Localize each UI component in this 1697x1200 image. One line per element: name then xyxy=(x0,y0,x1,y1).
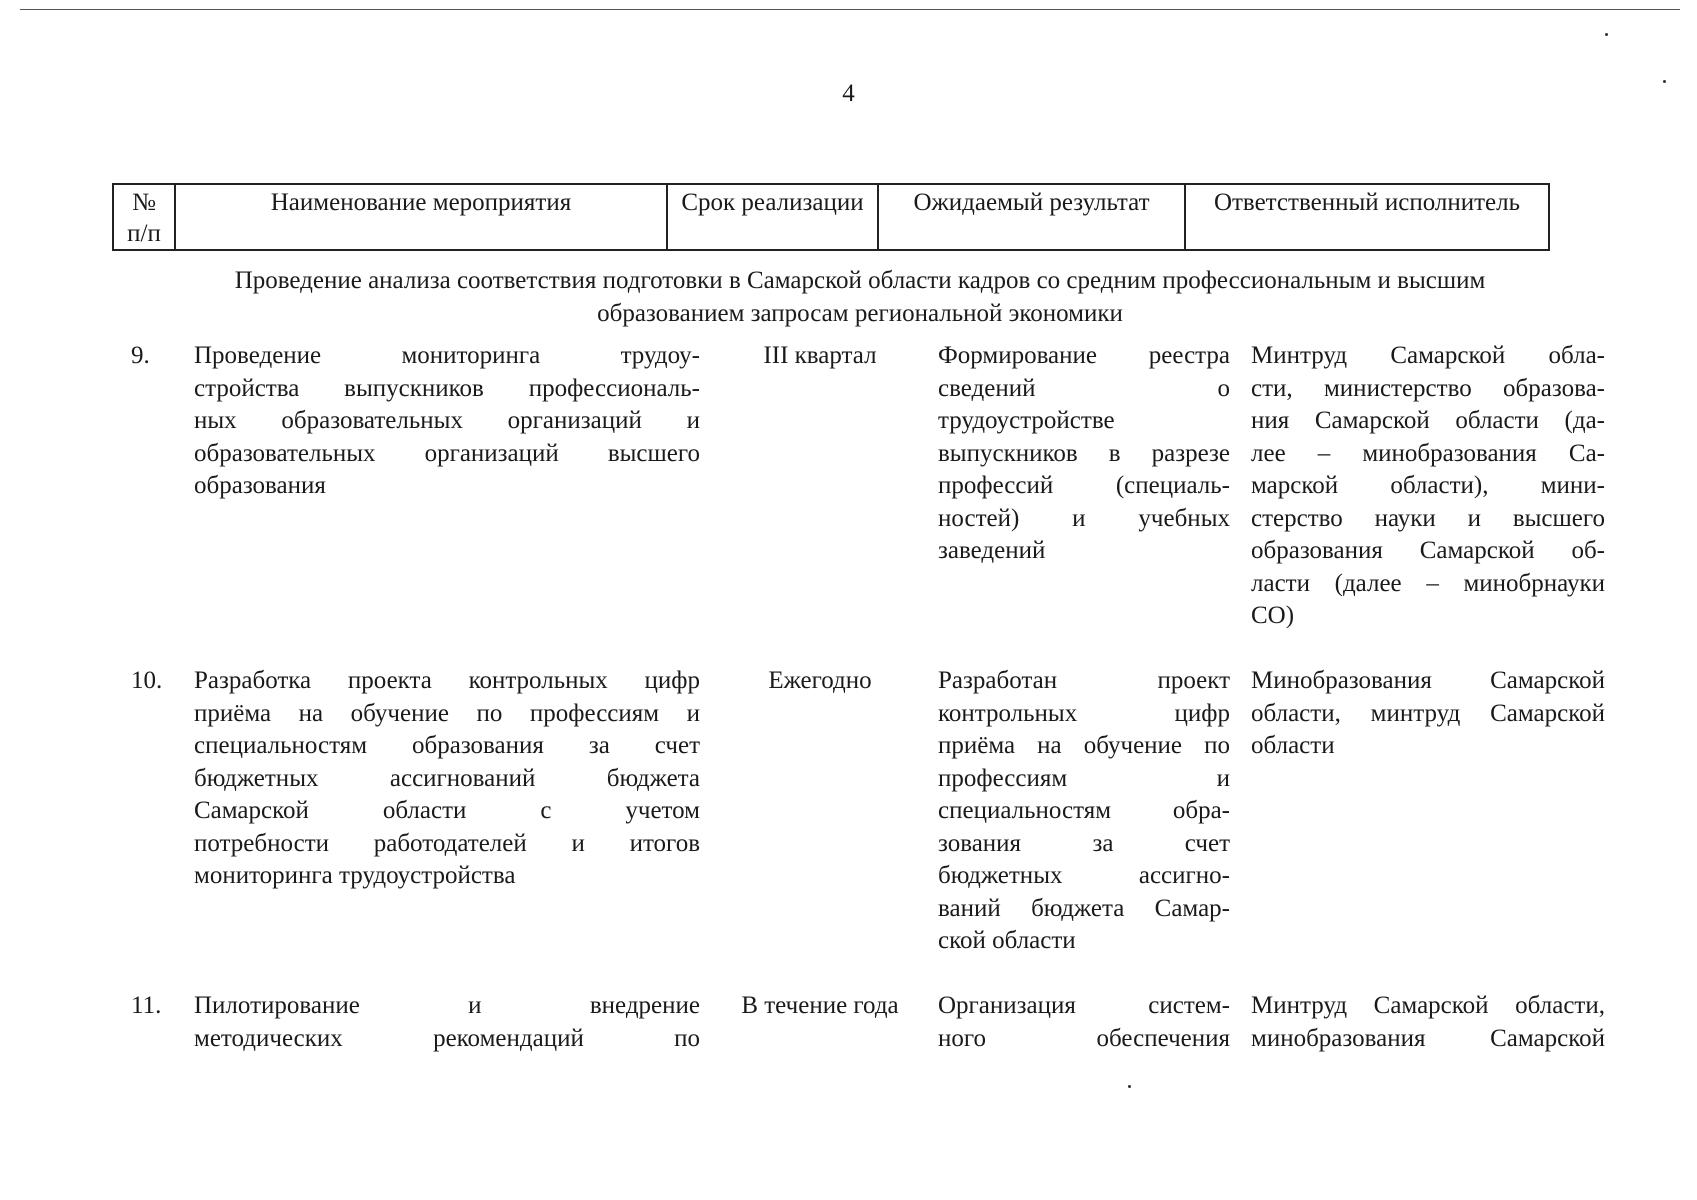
row-result xyxy=(938,990,1230,1055)
text-line: Самарской области с учетом xyxy=(194,797,700,824)
text-line: Разработка проекта контрольных цифр xyxy=(194,667,700,694)
text-line: СО) xyxy=(1251,602,1295,629)
text-line: приёма на обучение по xyxy=(938,732,1230,759)
text-line: мониторинга трудоустройства xyxy=(194,862,516,889)
text-line: Проведение мониторинга трудоу- xyxy=(194,342,700,369)
text-line: методических рекомендаций по xyxy=(194,1024,700,1052)
top-rule xyxy=(20,9,1680,10)
text-line: выпускников в разрезе xyxy=(938,439,1230,467)
text-line: Формирование реестра xyxy=(938,342,1230,369)
table-header xyxy=(112,183,1550,251)
text-line: марской области), мини- xyxy=(1251,472,1605,499)
text-line: Минобразования Самарской xyxy=(1251,667,1605,694)
text-line: стерство науки и высшего xyxy=(1251,504,1605,532)
row-name xyxy=(194,340,700,503)
header-num: № п/п xyxy=(113,184,175,250)
row-executor xyxy=(1251,990,1605,1055)
text-line: ласти (далее – минобрнауки xyxy=(1251,569,1605,597)
text-line: приёма на обучение по профессиям и xyxy=(194,699,700,727)
scan-speck xyxy=(1663,80,1666,83)
text-line: ностей) и учебных xyxy=(938,504,1230,532)
text-line: трудоустройстве xyxy=(938,407,1115,434)
text-line: контрольных цифр xyxy=(938,699,1230,727)
text-line: Минтруд Самарской области, xyxy=(1251,992,1605,1019)
text-line: потребности работодателей и итогов xyxy=(194,829,700,857)
text-line: области, минтруд Самарской xyxy=(1251,699,1605,727)
header-executor: Ответственный исполнитель xyxy=(1185,184,1549,250)
text-line: ного обеспечения xyxy=(938,1024,1230,1052)
text-line: Организация систем- xyxy=(938,992,1230,1019)
text-line: ской области xyxy=(938,927,1076,954)
text-line: профессиям и xyxy=(938,764,1230,792)
text-line: сведений о xyxy=(938,374,1230,402)
text-line: специальностям образования за счет xyxy=(194,732,700,759)
header-result: Ожидаемый результат xyxy=(878,184,1185,250)
text-line: области xyxy=(1251,732,1335,759)
row-name xyxy=(194,990,700,1055)
section-title xyxy=(140,264,1580,330)
text-line: ваний бюджета Самар- xyxy=(938,894,1230,922)
page-number: 4 xyxy=(842,80,855,107)
section-title-line-1: Проведение анализа соответствия подготовки в Самарской области кадров со средним профессиональным и высшим xyxy=(234,267,1486,294)
text-line: ных образовательных организаций и xyxy=(194,407,700,434)
header-term: Срок реализации xyxy=(667,184,878,250)
text-line: Разработан проект xyxy=(938,667,1230,694)
row-executor xyxy=(1251,665,1605,763)
text-line: образования Самарской об- xyxy=(1251,537,1605,564)
scan-speck xyxy=(1128,1085,1131,1088)
scan-speck xyxy=(1605,33,1608,36)
text-line: образовательных организаций высшего xyxy=(194,439,700,467)
text-line: заведений xyxy=(938,537,1046,564)
row-number: 11. xyxy=(131,992,162,1019)
row-number: 9. xyxy=(131,342,150,369)
header-name: Наименование мероприятия xyxy=(175,184,667,250)
text-line: Пилотирование и внедрение xyxy=(194,992,700,1019)
text-line: сти, министерство образова- xyxy=(1251,374,1605,402)
section-title-line-2: образованием запросам региональной экономики xyxy=(597,300,1123,327)
row-result xyxy=(938,340,1230,568)
text-line: стройства выпускников профессиональ- xyxy=(194,374,700,402)
row-term: Ежегодно xyxy=(768,667,872,694)
text-line: Минтруд Самарской обла- xyxy=(1251,342,1605,369)
text-line: бюджетных ассигнований бюджета xyxy=(194,764,700,792)
row-name xyxy=(194,665,700,893)
text-line: минобразования Самарской xyxy=(1251,1024,1605,1052)
row-number: 10. xyxy=(131,667,163,694)
text-line: профессий (специаль- xyxy=(938,472,1230,499)
row-term: В течение года xyxy=(741,992,899,1019)
row-executor xyxy=(1251,340,1605,633)
row-term: III квартал xyxy=(763,342,877,369)
text-line: специальностям обра- xyxy=(938,797,1230,824)
text-line: бюджетных ассигно- xyxy=(938,862,1230,889)
text-line: образования xyxy=(194,472,326,499)
text-line: ния Самарской области (да- xyxy=(1251,407,1605,434)
text-line: лее – минобразования Са- xyxy=(1251,439,1605,467)
text-line: зования за счет xyxy=(938,829,1230,857)
row-result xyxy=(938,665,1230,958)
